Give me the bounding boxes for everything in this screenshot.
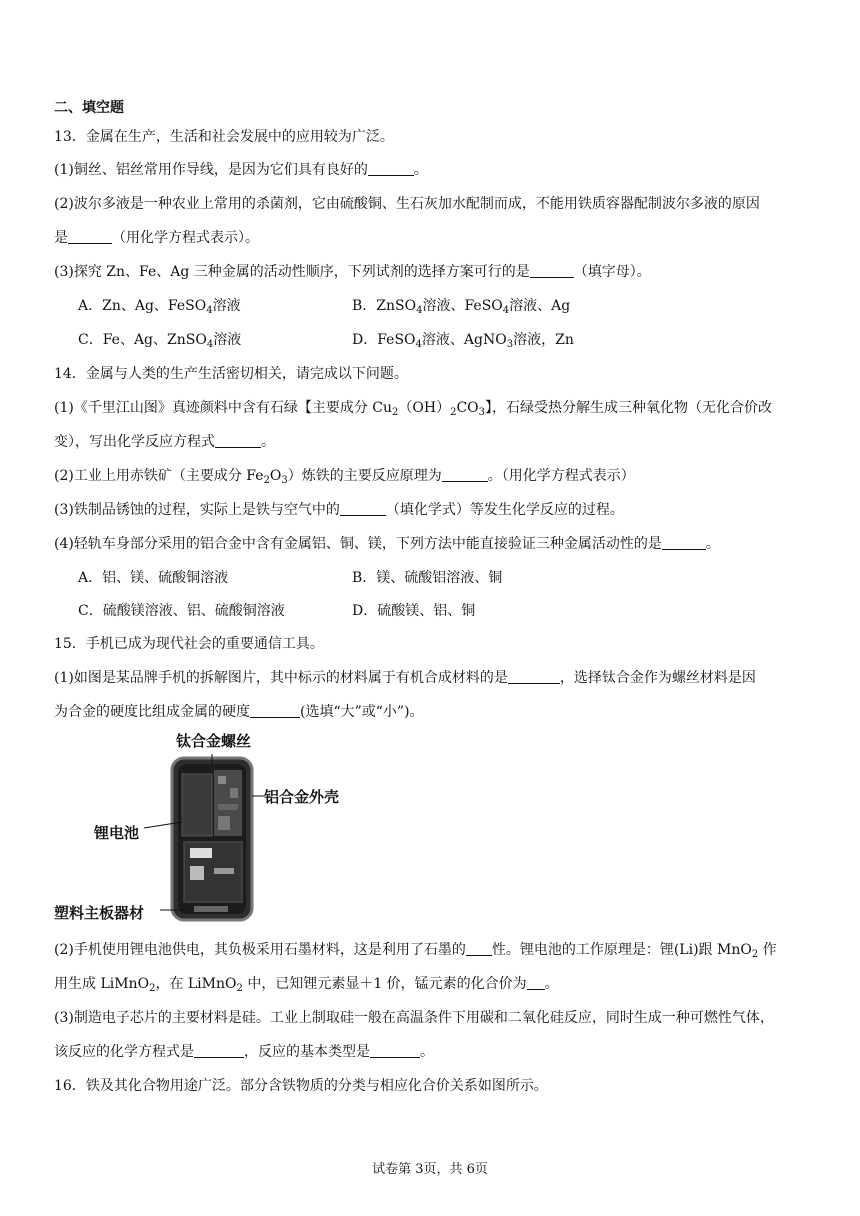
- q15-part1-line2: 为合金的硬度比组成金属的硬度 (选填“大”或“小”)。: [54, 704, 424, 720]
- answer-blank[interactable]: [530, 263, 574, 278]
- q14-stem: 14．金属与人类的生产生活密切相关，请完成以下问题。: [54, 366, 408, 382]
- q14-part4: (4)轻轨车身部分采用的铝合金中含有金属铝、铜、镁，下列方法中能直接验证三种金属活动性的是 。: [54, 536, 720, 552]
- q14-option-d: D．硫酸镁、铝、铜: [352, 603, 476, 619]
- phone-teardown-figure: [54, 730, 374, 926]
- q13-stem: 13．金属在生产，生活和社会发展中的应用较为广泛。: [54, 129, 394, 145]
- q13-option-c: C．Fe、Ag、ZnSO$_4$溶液: [78, 332, 242, 350]
- answer-blank[interactable]: [508, 669, 560, 684]
- q14-option-b: B．镁、硫酸铝溶液、铜: [352, 570, 503, 586]
- q13-option-a: A．Zn、Ag、FeSO$_4$溶液: [78, 298, 241, 316]
- q13-option-d: D．FeSO$_4$溶液、AgNO$_3$溶液，Zn: [352, 332, 574, 350]
- q15-part3-line2: 该反应的化学方程式是 ，反应的基本类型是 。: [54, 1044, 434, 1060]
- answer-blank[interactable]: [194, 1043, 244, 1058]
- answer-blank[interactable]: [340, 501, 386, 516]
- answer-blank[interactable]: [370, 1043, 420, 1058]
- figure-label-lithium-battery: 锂电池: [94, 824, 140, 842]
- answer-blank[interactable]: [368, 161, 414, 176]
- answer-blank[interactable]: [250, 703, 300, 718]
- q13-option-b: B．ZnSO$_4$溶液、FeSO$_4$溶液、Ag: [352, 298, 571, 316]
- q15-part3-line1: (3)制造电子芯片的主要材料是硅。工业上制取硅一般在高温条件下用碳和二氧化硅反应，同时生成一种可燃性气体，: [54, 1010, 774, 1026]
- q14-option-c: C．硫酸镁溶液、铝、硫酸铜溶液: [78, 603, 285, 619]
- q13-part3: (3)探究 Zn、Fe、Ag 三种金属的活动性顺序，下列试剂的选择方案可行的是 （填字母）。: [54, 264, 651, 280]
- answer-blank[interactable]: [442, 467, 488, 482]
- q15-part2-line2: 用生成 LiMnO$_2$，在 LiMnO$_2$ 中，已知锂元素显＋1 价，锰元素的化合价为 。: [54, 976, 559, 994]
- q15-part2-line1: (2)手机使用锂电池供电，其负极采用石墨材料，这是利用了石墨的 性。锂电池的工作原理是：锂(Li)跟 MnO$_2$ 作: [54, 942, 777, 960]
- figure-label-plastic-board: 塑料主板器材: [54, 904, 145, 922]
- answer-blank[interactable]: [662, 535, 706, 550]
- q14-option-a: A．铝、镁、硫酸铜溶液: [78, 570, 229, 586]
- q15-stem: 15．手机已成为现代社会的重要通信工具。: [54, 636, 324, 652]
- q13-part2-line1: (2)波尔多液是一种农业上常用的杀菌剂，它由硫酸铜、生石灰加水配制而成，不能用铁质容器配制波尔多液的原因: [54, 196, 760, 212]
- q14-part1-line2: 变），写出化学反应方程式 。: [54, 434, 275, 450]
- answer-blank[interactable]: [466, 941, 492, 956]
- q14-part2: (2)工业上用赤铁矿（主要成分 $Fe_2O_3$）炼铁的主要反应原理为 。（用化学方程式表示）: [54, 468, 635, 486]
- answer-blank[interactable]: [68, 229, 112, 244]
- figure-label-titanium-screw: 钛合金螺丝: [176, 732, 252, 750]
- q15-part1-line1: (1)如图是某品牌手机的拆解图片，其中标示的材料属于有机合成材料的是 ，选择钛合金作为螺丝材料是因: [54, 670, 756, 686]
- answer-blank[interactable]: [215, 433, 261, 448]
- section-title: 二、填空题: [54, 100, 124, 116]
- q13-part2-line2: 是 （用化学方程式表示）。: [54, 230, 259, 246]
- q14-part3: (3)铁制品锈蚀的过程，实际上是铁与空气中的 （填化学式）等发生化学反应的过程。: [54, 502, 624, 518]
- page-footer: 试卷第 3页，共 6页: [372, 1162, 488, 1177]
- q13-part1: (1)铜丝、铝丝常用作导线，是因为它们具有良好的 。: [54, 162, 428, 178]
- figure-label-aluminum-shell: 铝合金外壳: [264, 788, 340, 806]
- answer-blank[interactable]: [527, 975, 545, 990]
- q14-part1-line1: (1)《千里江山图》真迹颜料中含有石绿【主要成分 $Cu_2(OH)_2CO_3$】，石绿受热分解生成三种氧化物（无化合价改: [54, 400, 773, 418]
- q16-stem: 16．铁及其化合物用途广泛。部分含铁物质的分类与相应化合价关系如图所示。: [54, 1078, 548, 1094]
